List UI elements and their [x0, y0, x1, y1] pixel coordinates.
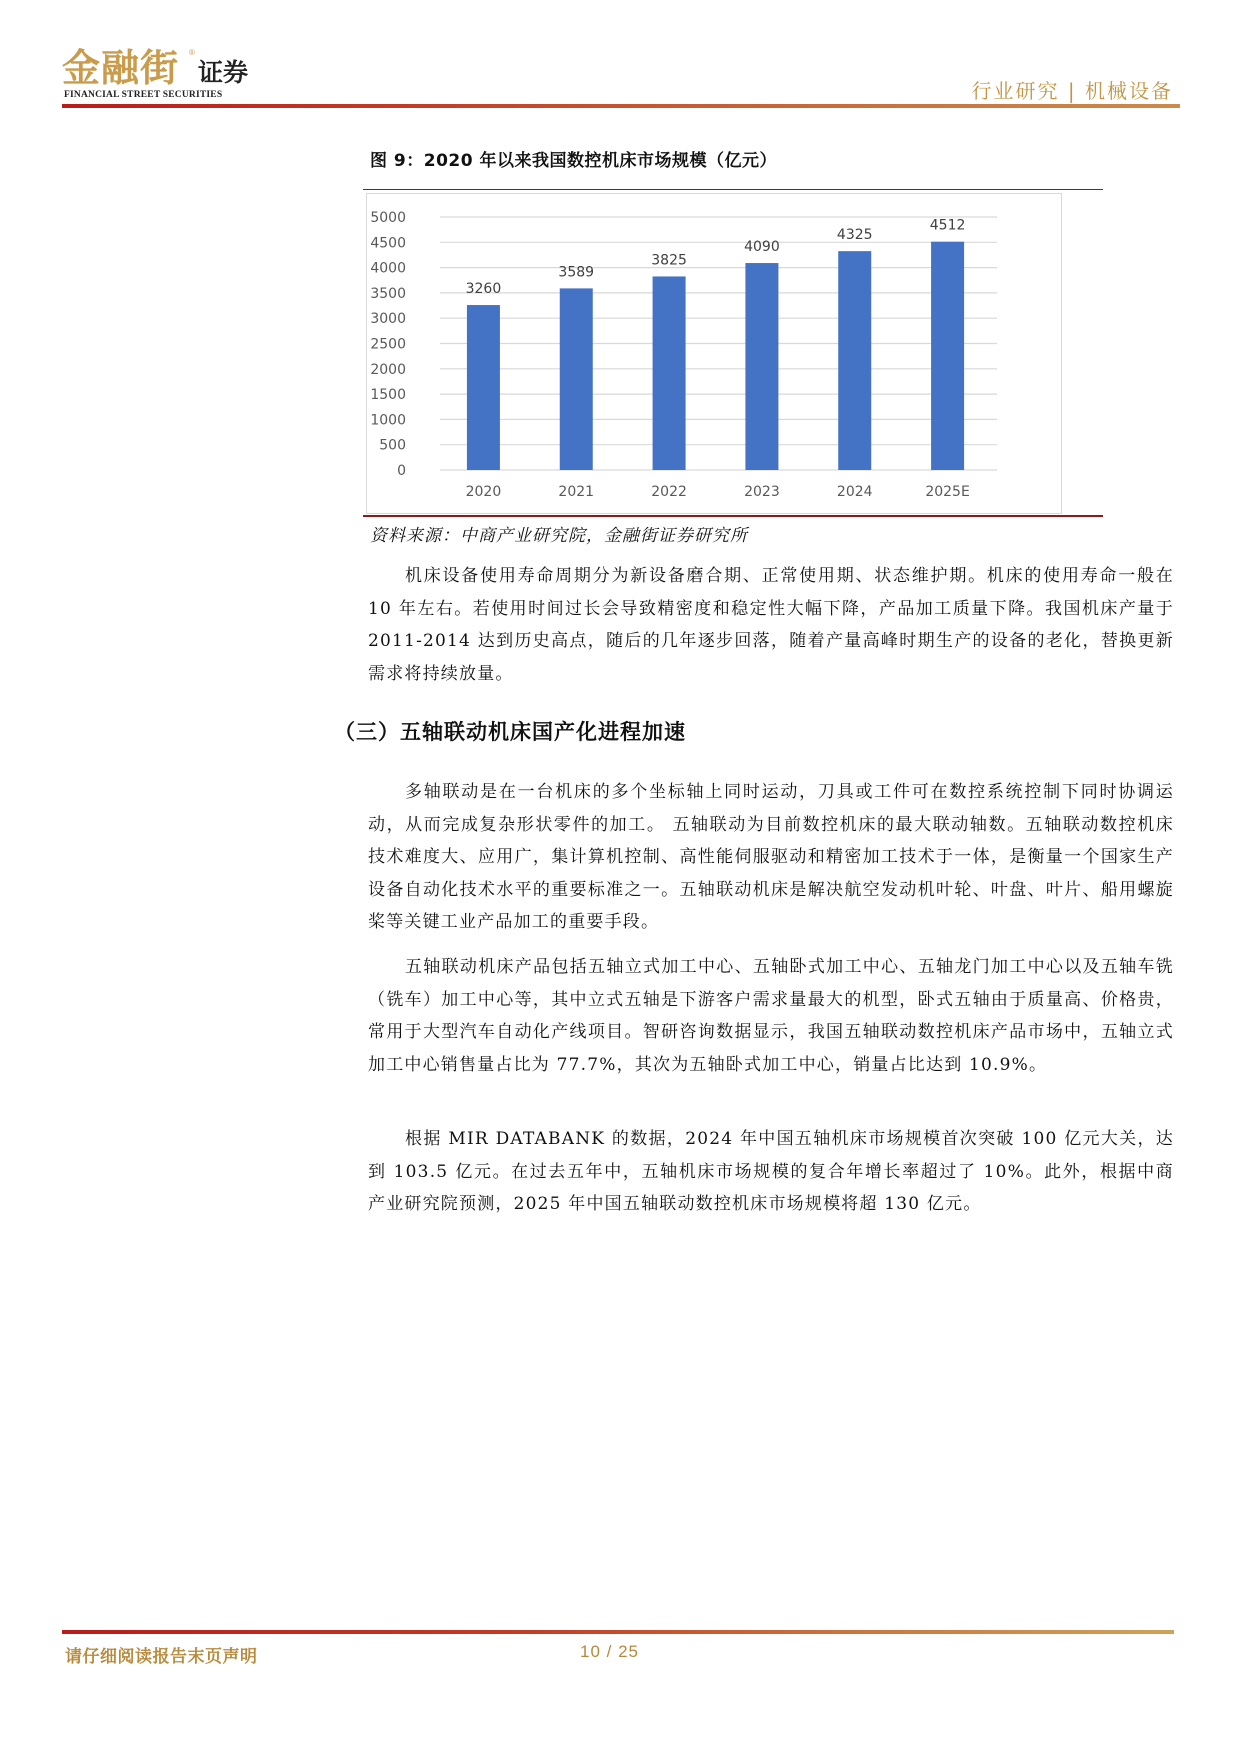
x-tick-label: 2021 [558, 484, 595, 500]
registered-mark: ® [189, 48, 195, 57]
bar-2020 [467, 305, 500, 470]
data-label: 4512 [929, 217, 966, 234]
x-tick-label: 2023 [744, 484, 780, 500]
figure-source: 资料来源：中商产业研究院，金融街证券研究所 [370, 526, 748, 546]
footer-divider [62, 1630, 1174, 1634]
x-tick-label: 2024 [836, 484, 873, 500]
logo-english-name: FINANCIAL STREET SECURITIES [64, 90, 223, 100]
y-tick-label: 3000 [370, 311, 406, 328]
page-indicator: 10 / 25 [580, 1642, 639, 1661]
y-tick-label: 1500 [370, 387, 406, 404]
y-tick-label: 1000 [370, 412, 406, 429]
data-label: 4090 [744, 239, 780, 256]
x-tick-label: 2022 [651, 484, 687, 500]
y-tick-label: 4500 [370, 235, 406, 252]
y-tick-label: 2500 [370, 336, 406, 353]
paragraph-market-size: 根据 MIR DATABANK 的数据，2024 年中国五轴机床市场规模首次突破 100 亿元大关，达到 103.5 亿元。在过去五年中，五轴机床市场规模的复合年增长率超过了 10%。此外，根据中商产业研究院预测，2025 年中国五轴联动数控机床市场规模将超 130 亿元。 [368, 1129, 1174, 1214]
section-heading: （三）五轴联动机床国产化进程加速 [334, 720, 686, 744]
bar-2021 [560, 288, 593, 470]
figure-top-rule [363, 189, 1103, 190]
y-tick-label: 2000 [370, 361, 406, 378]
bar-2025E [931, 242, 964, 470]
data-label: 4325 [836, 227, 873, 244]
bar-2022 [653, 276, 686, 470]
data-label: 3589 [558, 264, 595, 281]
paragraph-five-axis-products: 五轴联动机床产品包括五轴立式加工中心、五轴卧式加工中心、五轴龙门加工中心以及五轴车铣（铣车）加工中心等，其中立式五轴是下游客户需求量最大的机型，卧式五轴由于质量高、价格贵，常用于大型汽车自动化产线项目。智研咨询数据显示，我国五轴联动数控机床产品市场中，五轴立式加工中心销售量占比为 77.7%，其次为五轴卧式加工中心，销量占比达到 10.9%。 [368, 957, 1174, 1075]
logo-chinese-name: 金融街 [62, 45, 180, 90]
y-tick-label: 3500 [370, 285, 406, 302]
x-tick-label: 2020 [465, 484, 502, 500]
bar-2024 [838, 251, 871, 470]
y-tick-label: 5000 [370, 210, 406, 226]
chart-canvas [367, 194, 1061, 513]
report-section-tag: 行业研究 | 机械设备 [971, 79, 1173, 103]
company-logo [62, 45, 322, 104]
x-tick-label: 2025E [925, 484, 970, 500]
figure-bottom-rule [363, 515, 1103, 517]
bar-2023 [745, 263, 778, 470]
y-tick-label: 500 [379, 437, 406, 454]
disclaimer-note: 请仔细阅读报告末页声明 [65, 1647, 258, 1667]
paragraph-multi-axis: 多轴联动是在一台机床的多个坐标轴上同时运动，刀具或工件可在数控系统控制下同时协调运动，从而完成复杂形状零件的加工。 五轴联动为目前数控机床的最大联动轴数。五轴联动数控机床技术难度大、应用广，集计算机控制、高性能伺服驱动和精密加工技术于一体，是衡量一个国家生产设备自动化技术水平的重要标准之一。五轴联动机床是解决航空发动机叶轮、叶盘、叶片、船用螺旋桨等关键工业产品加工的重要手段。 [368, 782, 1174, 932]
bar-chart [366, 193, 1062, 514]
data-label: 3260 [465, 281, 502, 298]
paragraph-machine-lifecycle: 机床设备使用寿命周期分为新设备磨合期、正常使用期、状态维护期。机床的使用寿命一般在 10 年左右。若使用时间过长会导致精密度和稳定性大幅下降，产品加工质量下降。我国机床产量于 2011-2014 达到历史高点，随后的几年逐步回落，随着产量高峰时期生产的设备的老化，替换更新需求将持续放量。 [368, 566, 1174, 684]
y-tick-label: 0 [397, 463, 406, 479]
logo-securities-label: 证券 [198, 58, 249, 87]
data-label: 3825 [651, 252, 687, 269]
y-tick-label: 4000 [370, 260, 406, 277]
header-divider [62, 104, 1180, 108]
figure-title: 图 9：2020 年以来我国数控机床市场规模（亿元） [370, 151, 777, 171]
